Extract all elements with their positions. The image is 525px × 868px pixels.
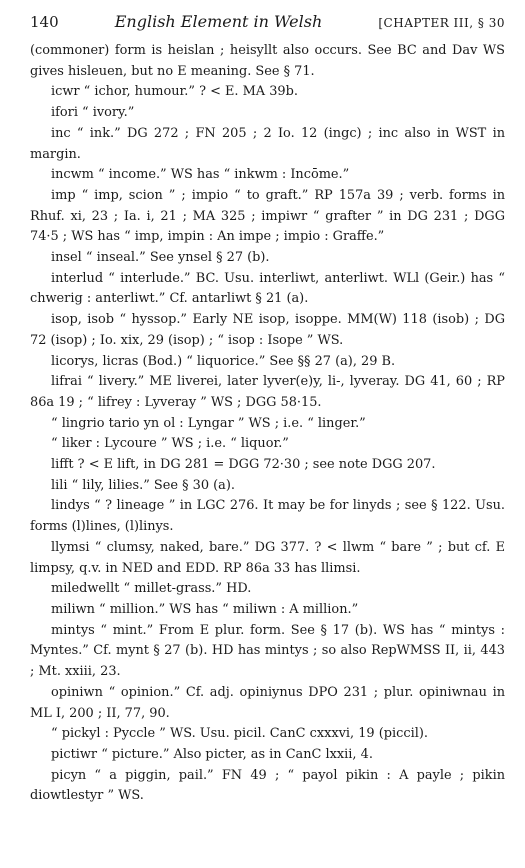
entry-miledwellt: miledwellt “ millet-grass.” HD. bbox=[51, 581, 252, 597]
page-body bbox=[30, 41, 505, 807]
entry-ifori: ifori “ ivory.” bbox=[51, 105, 135, 121]
paragraph-continued: (commoner) form is heislan ; heisyllt also occurs. See BC and Dav WS gives hisleuen, but no E meaning. See § 71. bbox=[30, 43, 505, 79]
entry-icwr: icwr “ ichor, humour.” ? < E. MA 39b. bbox=[51, 84, 298, 100]
entry-lili: lili “ lily, lilies.” See § 30 (a). bbox=[51, 477, 235, 493]
entry-inc: inc “ ink.” DG 272 ; FN 205 ; 2 Io. 12 (ingc) ; inc also in WST in margin. bbox=[30, 125, 505, 162]
chapter-section: [CHAPTER III, § 30 bbox=[378, 16, 505, 30]
entry-liker: “ liker : Lycoure ” WS ; i.e. “ liquor.” bbox=[51, 436, 289, 452]
entry-interlud: interlud “ interlude.” BC. Usu. interliwt, anterliwt. WLl (Geir.) has “ chwerig : anterliwt.” Cf. antarliwt § 21 (a). bbox=[30, 270, 505, 307]
entry-lifft: lifft ? < E lift, in DG 281 = DGG 72·30 ; see note DGG 207. bbox=[51, 457, 436, 473]
entry-licorys: licorys, licras (Bod.) “ liquorice.” See §§ 27 (a), 29 B. bbox=[51, 353, 396, 369]
entry-incwm: incwm “ income.” WS has “ inkwm : Incōme.” bbox=[51, 167, 350, 183]
entry-imp: imp “ imp, scion ” ; impio “ to graft.” RP 157a 39 ; verb. forms in Rhuf. xi, 23 ; Ia. i, 21 ; MA 325 ; impiwr “ grafter ” in DG 231 ; DGG 74·5 ; WS has “ imp, impin : An impe ; impio : Graffe.” bbox=[30, 187, 505, 245]
running-header bbox=[30, 12, 505, 31]
page-number: 140 bbox=[30, 13, 59, 31]
running-title: English Element in Welsh bbox=[114, 12, 323, 31]
entry-miliwn: miliwn “ million.” WS has “ miliwn : A million.” bbox=[51, 601, 359, 617]
entry-pickyl: “ pickyl : Pyccle ” WS. Usu. picil. CanC cxxxvi, 19 (piccil). bbox=[51, 726, 428, 742]
entry-lindys: lindys “ ? lineage ” in LGC 276. It may be for linyds ; see § 122. Usu. forms (l)lines, (l)linys. bbox=[30, 498, 505, 535]
entry-lingrio: “ lingrio tario yn ol : Lyngar ” WS ; i.e. “ linger.” bbox=[51, 415, 366, 431]
entry-opiniwn: opiniwn “ opinion.” Cf. adj. opiniynus DPO 231 ; plur. opiniwnau in ML I, 200 ; II, 77, 90. bbox=[30, 684, 505, 721]
entry-isop: isop, isob “ hyssop.” Early NE isop, isoppe. MM(W) 118 (isob) ; DG 72 (isop) ; Io. xix, 29 (isop) ; “ isop : Isope ” WS. bbox=[30, 312, 505, 348]
entry-insel: insel “ inseal.” See ynsel § 27 (b). bbox=[51, 250, 270, 266]
entry-lifrai: lifrai “ livery.” ME liverei, later lyver(e)y, li-, lyveray. DG 41, 60 ; RP 86a 19 ; “ lifrey : Lyveray ” WS ; DGG 58·15. bbox=[30, 374, 505, 410]
entry-pictiwr: pictiwr “ picture.” Also picter, as in CanC lxxii, 4. bbox=[51, 746, 373, 762]
entry-picyn: picyn “ a piggin, pail.” FN 49 ; “ payol pikin : A payle ; pikin diowtlestyr ” WS. bbox=[30, 767, 505, 804]
entry-mintys: mintys “ mint.” From E plur. form. See § 17 (b). WS has “ mintys : Myntes.” Cf. mynt § 27 (b). HD has mintys ; so also RepWMSS II, ii, 443 ; Mt. xxiii, 23. bbox=[30, 622, 505, 680]
entry-llymsi: llymsi “ clumsy, naked, bare.” DG 377. ? < llwm “ bare ” ; but cf. E limpsy, q.v. in NED and EDD. RP 86a 33 has llimsi. bbox=[30, 539, 505, 576]
